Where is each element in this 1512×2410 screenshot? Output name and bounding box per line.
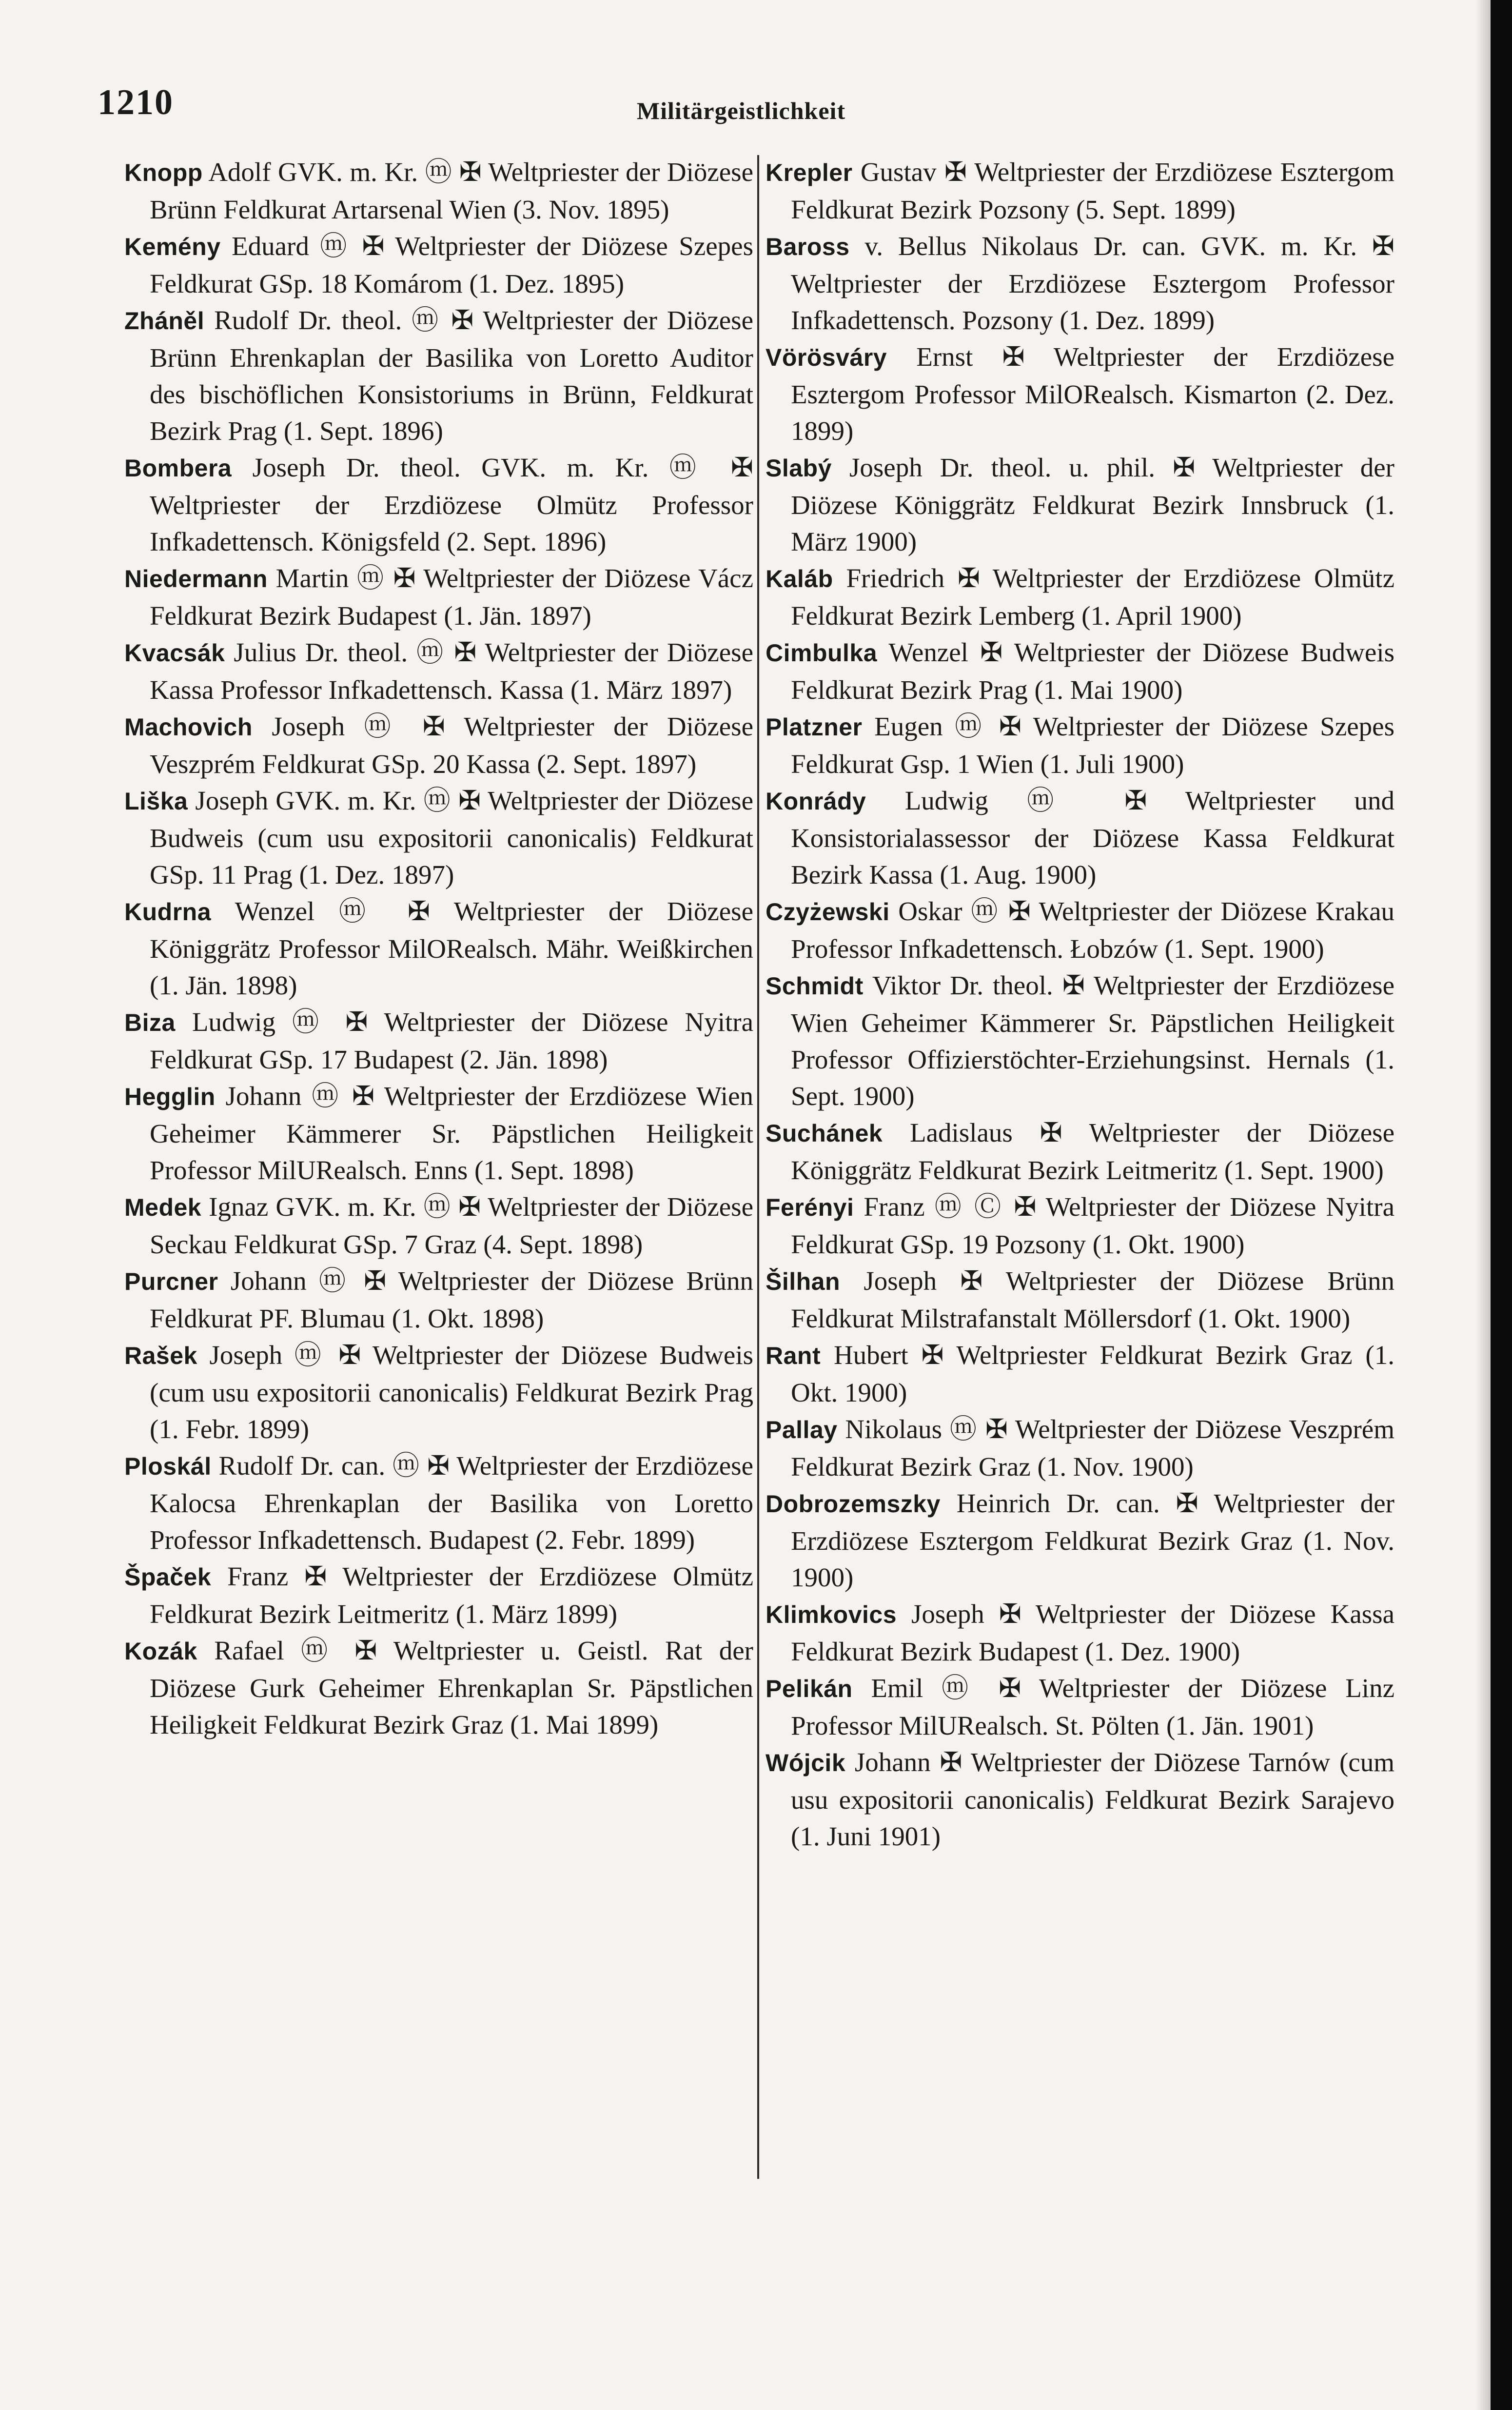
register-entry (766, 1744, 1394, 1855)
entry-details: Hubert ✠ Weltpriester Feldkurat Bezirk Graz (1. Okt. 1900) (791, 1340, 1394, 1407)
entry-details: Eugen ⓜ ✠ Weltpriester der Diözese Szepes Feldkurat Gsp. 1 Wien (1. Juli 1900) (791, 711, 1394, 779)
entry-details: Joseph ⓜ ✠ Weltpriester der Diözese Budweis (cum usu expositorii canonicalis) Feldkurat Bezirk Prag (1. Febr. 1899) (150, 1340, 753, 1444)
running-title: Militärgeistlichkeit (636, 97, 846, 124)
entry-details: Franz ✠ Weltpriester der Erzdiözese Olmütz Feldkurat Bezirk Leitmeritz (1. März 1899) (150, 1561, 753, 1629)
register-entry (766, 782, 1394, 893)
entry-surname: Špaček (124, 1563, 212, 1591)
column-divider (757, 155, 759, 2179)
entry-surname: Czyżewski (766, 898, 890, 926)
entry-details: Oskar ⓜ ✠ Weltpriester der Diözese Krakau Professor Infkadettensch. Łobzów (1. Sept. 1900) (791, 896, 1394, 964)
entry-details: Martin ⓜ ✠ Weltpriester der Diözese Vácz Feldkurat Bezirk Budapest (1. Jän. 1897) (150, 563, 753, 631)
entry-surname: Konrády (766, 788, 866, 815)
register-entry (124, 228, 753, 302)
entry-details: Wenzel ✠ Weltpriester der Diözese Budweis Feldkurat Bezirk Prag (1. Mai 1900) (791, 637, 1394, 705)
entry-surname: Kozák (124, 1638, 197, 1665)
entry-details: Emil ⓜ ✠ Weltpriester der Diözese Linz Professor MilURealsch. St. Pölten (1. Jän. 1901) (791, 1673, 1394, 1740)
entry-details: Eduard ⓜ ✠ Weltpriester der Diözese Szepes Feldkurat GSp. 18 Komárom (1. Dez. 1895) (150, 231, 753, 298)
entry-surname: Šilhan (766, 1268, 841, 1295)
entry-surname: Slabý (766, 454, 832, 482)
register-entry (766, 1485, 1394, 1596)
right-column (766, 154, 1394, 1855)
register-entry (766, 338, 1394, 449)
register-entry (766, 449, 1394, 560)
register-entry (766, 634, 1394, 708)
scan-border (1491, 0, 1512, 2410)
register-entry (766, 154, 1394, 228)
entry-surname: Rašek (124, 1342, 197, 1369)
register-entry (124, 1447, 753, 1558)
entry-surname: Knopp (124, 159, 203, 186)
entry-details: Wenzel ⓜ ✠ Weltpriester der Diözese Königgrätz Professor MilORealsch. Mähr. Weißkirchen (1. Jän. 1898) (150, 896, 753, 1000)
entry-surname: Vörösváry (766, 344, 887, 371)
entry-surname: Pallay (766, 1416, 838, 1443)
entry-details: Ludwig ⓜ ✠ Weltpriester und Konsistorialassessor der Diözese Kassa Feldkurat Bezirk Kassa (1. Aug. 1900) (791, 786, 1394, 889)
entry-details: Johann ✠ Weltpriester der Diözese Tarnów (cum usu expositorii canonicalis) Feldkurat Bezirk Sarajevo (1. Juni 1901) (791, 1747, 1394, 1851)
entry-surname: Dobrozemszky (766, 1490, 941, 1518)
entry-surname: Schmidt (766, 972, 864, 1000)
register-entry (124, 1004, 753, 1078)
register-entry (766, 967, 1394, 1114)
entry-details: Johann ⓜ ✠ Weltpriester der Diözese Brünn Feldkurat PF. Blumau (1. Okt. 1898) (150, 1266, 753, 1333)
register-entry (766, 1114, 1394, 1188)
register-entry (766, 1337, 1394, 1411)
entry-details: Rafael ⓜ ✠ Weltpriester u. Geistl. Rat der Diözese Gurk Geheimer Ehrenkaplan Sr. Päpstlichen Heiligkeit Feldkurat Bezirk Graz (1. Mai 1899) (150, 1636, 753, 1739)
entry-surname: Machovich (124, 713, 253, 741)
entry-details: Ignaz GVK. m. Kr. ⓜ ✠ Weltpriester der Diözese Seckau Feldkurat GSp. 7 Graz (4. Sept. 1898) (150, 1192, 753, 1259)
register-entry (766, 1188, 1394, 1263)
entry-details: Rudolf Dr. can. ⓜ ✠ Weltpriester der Erzdiözese Kalocsa Ehrenkaplan der Basilika von Loretto Professor Infkadettensch. Budapest (2. Febr. 1899) (150, 1451, 753, 1555)
entry-surname: Kvacsák (124, 639, 225, 667)
entry-surname: Hegglin (124, 1083, 216, 1110)
entry-surname: Kaláb (766, 565, 833, 593)
entry-details: Joseph ✠ Weltpriester der Diözese Kassa Feldkurat Bezirk Budapest (1. Dez. 1900) (791, 1599, 1394, 1666)
entry-details: Adolf GVK. m. Kr. ⓜ ✠ Weltpriester der Diözese Brünn Feldkurat Artarsenal Wien (3. Nov. 1895) (150, 157, 753, 224)
entry-surname: Liška (124, 788, 188, 815)
entry-details: Ernst ✠ Weltpriester der Erzdiözese Esztergom Professor MilORealsch. Kismarton (2. Dez. 1899) (791, 342, 1394, 446)
entry-surname: Medek (124, 1194, 202, 1221)
entry-details: Joseph Dr. theol. GVK. m. Kr. ⓜ ✠ Weltpriester der Erzdiözese Olmütz Professor Infkadettensch. Königsfeld (2. Sept. 1896) (150, 453, 753, 556)
entry-surname: Zháněl (124, 307, 205, 335)
register-entry (124, 782, 753, 893)
register-entry (124, 1632, 753, 1743)
entry-details: Joseph GVK. m. Kr. ⓜ ✠ Weltpriester der Diözese Budweis (cum usu expositorii canonicalis) Feldkurat GSp. 11 Prag (1. Dez. 1897) (150, 786, 753, 889)
entry-details: Franz ⓜ Ⓒ ✠ Weltpriester der Diözese Nyitra Feldkurat GSp. 19 Pozsony (1. Okt. 1900) (791, 1192, 1394, 1259)
entry-details: Heinrich Dr. can. ✠ Weltpriester der Erzdiözese Esztergom Feldkurat Bezirk Graz (1. Nov. 1900) (791, 1488, 1394, 1592)
entry-surname: Krepler (766, 159, 853, 186)
scan-shadow (1476, 0, 1491, 2410)
entry-details: Johann ⓜ ✠ Weltpriester der Erzdiözese Wien Geheimer Kämmerer Sr. Päpstlichen Heiligkeit Professor MilURealsch. Enns (1. Sept. 1898) (150, 1081, 753, 1185)
entry-details: Joseph ⓜ ✠ Weltpriester der Diözese Veszprém Feldkurat GSp. 20 Kassa (2. Sept. 1897) (150, 711, 753, 779)
left-column (124, 154, 753, 1743)
entry-details: Ludwig ⓜ ✠ Weltpriester der Diözese Nyitra Feldkurat GSp. 17 Budapest (2. Jän. 1898) (150, 1007, 753, 1074)
entry-surname: Kudrna (124, 898, 211, 926)
register-entry (124, 449, 753, 560)
register-entry (124, 1263, 753, 1337)
register-entry (766, 708, 1394, 782)
register-entry (124, 708, 753, 782)
register-entry (124, 893, 753, 1004)
entry-surname: Ploskál (124, 1453, 212, 1480)
entry-surname: Cimbulka (766, 639, 878, 667)
register-entry (124, 1078, 753, 1188)
entry-surname: Rant (766, 1342, 821, 1369)
entry-details: Ladislaus ✠ Weltpriester der Diözese Königgrätz Feldkurat Bezirk Leitmeritz (1. Sept. 1900) (791, 1118, 1394, 1185)
entry-details: v. Bellus Nikolaus Dr. can. GVK. m. Kr. ✠ Weltpriester der Erzdiözese Esztergom Professor Infkadettensch. Pozsony (1. Dez. 1899) (791, 231, 1394, 335)
entry-details: Joseph Dr. theol. u. phil. ✠ Weltpriester der Diözese Königgrätz Feldkurat Bezirk Innsbruck (1. März 1900) (791, 453, 1394, 556)
entry-details: Nikolaus ⓜ ✠ Weltpriester der Diözese Veszprém Feldkurat Bezirk Graz (1. Nov. 1900) (791, 1414, 1394, 1482)
register-entry (124, 634, 753, 708)
page-number: 1210 (98, 82, 174, 122)
register-entry (124, 560, 753, 634)
entry-surname: Platzner (766, 713, 863, 741)
entry-details: Rudolf Dr. theol. ⓜ ✠ Weltpriester der Diözese Brünn Ehrenkaplan der Basilika von Loretto Auditor des bischöflichen Konsistoriums in Brünn, Feldkurat Bezirk Prag (1. Sept. 1896) (150, 305, 753, 446)
entry-details: Viktor Dr. theol. ✠ Weltpriester der Erzdiözese Wien Geheimer Kämmerer Sr. Päpstlichen Heiligkeit Professor Offizierstöchter-Erziehungsinst. Hernals (1. Sept. 1900) (791, 970, 1394, 1111)
entry-details: Friedrich ✠ Weltpriester der Erzdiözese Olmütz Feldkurat Bezirk Lemberg (1. April 1900) (791, 563, 1394, 631)
register-entry (124, 302, 753, 449)
entry-details: Joseph ✠ Weltpriester der Diözese Brünn Feldkurat Milstrafanstalt Möllersdorf (1. Okt. 1900) (791, 1266, 1394, 1333)
entry-details: Julius Dr. theol. ⓜ ✠ Weltpriester der Diözese Kassa Professor Infkadettensch. Kassa (1. März 1897) (150, 637, 753, 705)
entry-surname: Pelikán (766, 1675, 853, 1702)
register-entry (766, 893, 1394, 967)
register-entry (124, 1337, 753, 1447)
entry-surname: Baross (766, 233, 850, 260)
entry-surname: Kemény (124, 233, 221, 260)
register-entry (766, 1263, 1394, 1337)
register-entry (766, 560, 1394, 634)
register-entry (124, 1188, 753, 1263)
register-entry (124, 154, 753, 228)
entry-surname: Bombera (124, 454, 232, 482)
entry-surname: Ferényi (766, 1194, 854, 1221)
entry-surname: Wójcik (766, 1749, 846, 1777)
register-entry (766, 228, 1394, 338)
register-entry (766, 1596, 1394, 1670)
register-entry (124, 1558, 753, 1632)
entry-details: Gustav ✠ Weltpriester der Erzdiözese Esztergom Feldkurat Bezirk Pozsony (5. Sept. 1899) (791, 157, 1394, 224)
entry-surname: Biza (124, 1009, 176, 1036)
entry-surname: Suchánek (766, 1120, 883, 1147)
entry-surname: Niedermann (124, 565, 268, 593)
page-header (98, 82, 1385, 136)
register-entry (766, 1411, 1394, 1485)
entry-surname: Purcner (124, 1268, 218, 1295)
entry-surname: Klimkovics (766, 1601, 897, 1628)
register-entry (766, 1670, 1394, 1744)
